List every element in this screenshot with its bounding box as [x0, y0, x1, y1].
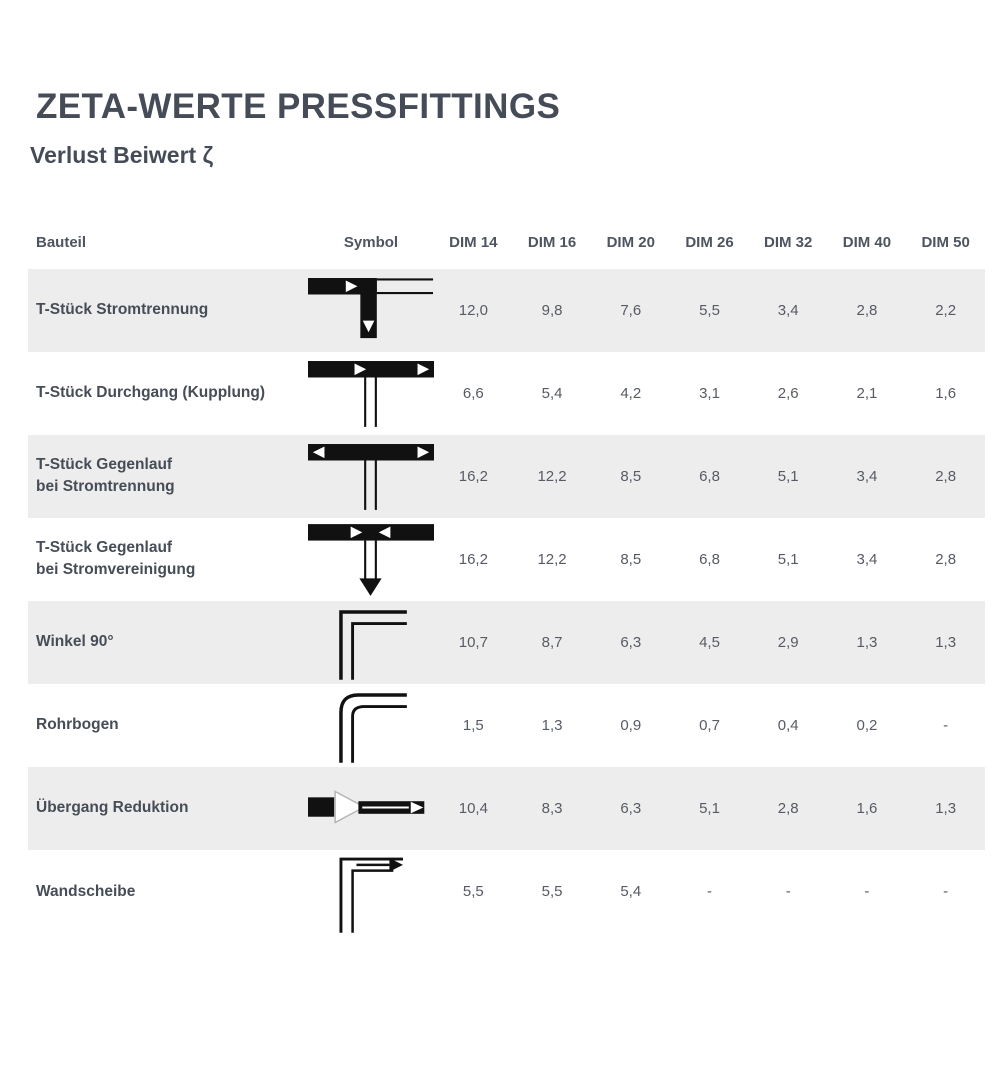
zeta-value: 6,8 — [699, 467, 720, 485]
zeta-value: 8,5 — [620, 550, 642, 568]
zeta-value: 1,3 — [935, 633, 957, 651]
tee-flow-separation-icon — [308, 273, 434, 347]
zeta-value: - — [785, 883, 791, 900]
table-header-row — [28, 217, 985, 269]
table-row — [28, 850, 985, 933]
zeta-value: 5,4 — [541, 384, 563, 402]
zeta-value: 6,8 — [699, 550, 720, 568]
row-label: T-Stück Gegenlauf — [36, 539, 173, 557]
table-row — [28, 435, 985, 518]
zeta-value: 2,9 — [777, 633, 799, 651]
zeta-value: 1,5 — [462, 716, 484, 734]
zeta-value: 2,2 — [935, 301, 957, 319]
zeta-value: 3,4 — [856, 467, 878, 485]
row-label: Übergang Reduktion — [36, 799, 189, 817]
zeta-value: 8,5 — [620, 467, 642, 485]
header-dim-32: DIM 32 — [764, 234, 813, 251]
header-dim-40: DIM 40 — [842, 234, 892, 251]
header-dim-20: DIM 20 — [606, 234, 655, 251]
table-row — [28, 601, 985, 684]
zeta-value: 0,9 — [620, 716, 642, 734]
zeta-value: 2,8 — [935, 550, 957, 568]
zeta-value: 12,2 — [537, 467, 567, 485]
header-symbol: Symbol — [343, 234, 399, 251]
zeta-value: 1,6 — [935, 384, 957, 402]
zeta-value: 9,8 — [541, 301, 563, 319]
zeta-value: 1,3 — [935, 799, 957, 817]
zeta-value: 8,3 — [541, 799, 563, 817]
tee-straight-through-icon — [308, 356, 434, 430]
pipe-bend-icon — [308, 686, 434, 764]
row-label: T-Stück Stromtrennung — [36, 301, 209, 319]
zeta-value: 2,8 — [935, 467, 957, 485]
table-row — [28, 518, 985, 601]
zeta-value: 3,1 — [699, 384, 720, 402]
header-dim-50: DIM 50 — [921, 234, 970, 251]
page — [0, 88, 1000, 933]
zeta-value: 2,8 — [777, 799, 799, 817]
zeta-value: 12,2 — [537, 550, 567, 568]
tee-counterflow-separation-icon — [308, 439, 434, 513]
zeta-value: 5,1 — [777, 467, 799, 485]
header-dim-26: DIM 26 — [685, 234, 734, 251]
zeta-value: 2,6 — [777, 384, 799, 402]
row-label: T-Stück Durchgang (Kupplung) — [36, 384, 266, 402]
page-subtitle: Verlust Beiwert ζ — [30, 141, 214, 168]
header-dim-14: DIM 14 — [449, 234, 498, 251]
row-label: Winkel 90° — [36, 633, 114, 651]
zeta-value: 3,4 — [777, 301, 799, 319]
zeta-value: - — [943, 883, 949, 900]
zeta-value: 1,6 — [856, 799, 878, 817]
zeta-value: 1,3 — [856, 633, 878, 651]
zeta-value: 8,7 — [541, 633, 563, 651]
zeta-value: 2,8 — [856, 301, 878, 319]
zeta-value: 16,2 — [458, 467, 488, 485]
reducer-icon — [308, 788, 434, 828]
zeta-value: 5,5 — [699, 301, 720, 319]
elbow-90-icon — [308, 603, 434, 681]
wall-plate-elbow-icon — [308, 850, 434, 934]
zeta-value: 3,4 — [856, 550, 878, 568]
zeta-value: 6,6 — [462, 384, 484, 402]
zeta-value: 16,2 — [458, 550, 488, 568]
row-label: Rohrbogen — [36, 716, 119, 734]
row-label-line2: bei Stromvereinigung — [36, 561, 196, 578]
zeta-value: 4,2 — [620, 384, 642, 402]
zeta-value: 6,3 — [620, 633, 642, 651]
zeta-value: - — [864, 883, 870, 900]
zeta-values-table — [28, 217, 985, 933]
zeta-value: 5,4 — [620, 883, 642, 900]
row-label-line2: bei Stromtrennung — [36, 478, 175, 495]
zeta-value: 10,4 — [458, 799, 488, 817]
zeta-value: 7,6 — [620, 301, 642, 319]
zeta-value: 5,1 — [777, 550, 799, 568]
zeta-value: 5,1 — [699, 799, 720, 817]
page-title: ZETA-WERTE PRESSFITTINGS — [36, 87, 561, 126]
zeta-value: 10,7 — [458, 633, 488, 651]
zeta-value: - — [706, 883, 712, 900]
zeta-value: 1,3 — [541, 716, 563, 734]
zeta-value: 4,5 — [699, 633, 720, 651]
table-row — [28, 767, 985, 850]
table-row — [28, 684, 985, 767]
header-dim-16: DIM 16 — [527, 234, 577, 251]
header-bauteil: Bauteil — [36, 234, 87, 251]
zeta-value: 5,5 — [462, 883, 484, 900]
zeta-value: 2,1 — [856, 384, 878, 402]
zeta-value: 5,5 — [541, 883, 563, 900]
zeta-value: 12,0 — [458, 301, 488, 319]
zeta-value: - — [943, 716, 949, 734]
zeta-value: 0,7 — [699, 716, 720, 734]
table-row — [28, 352, 985, 435]
row-label: Wandscheibe — [36, 882, 136, 900]
zeta-value: 0,4 — [777, 716, 799, 734]
row-label: T-Stück Gegenlauf — [36, 456, 173, 474]
zeta-value: 0,2 — [856, 716, 878, 734]
table-row — [28, 269, 985, 352]
tee-counterflow-merge-icon — [308, 519, 434, 599]
zeta-value: 6,3 — [620, 799, 642, 817]
